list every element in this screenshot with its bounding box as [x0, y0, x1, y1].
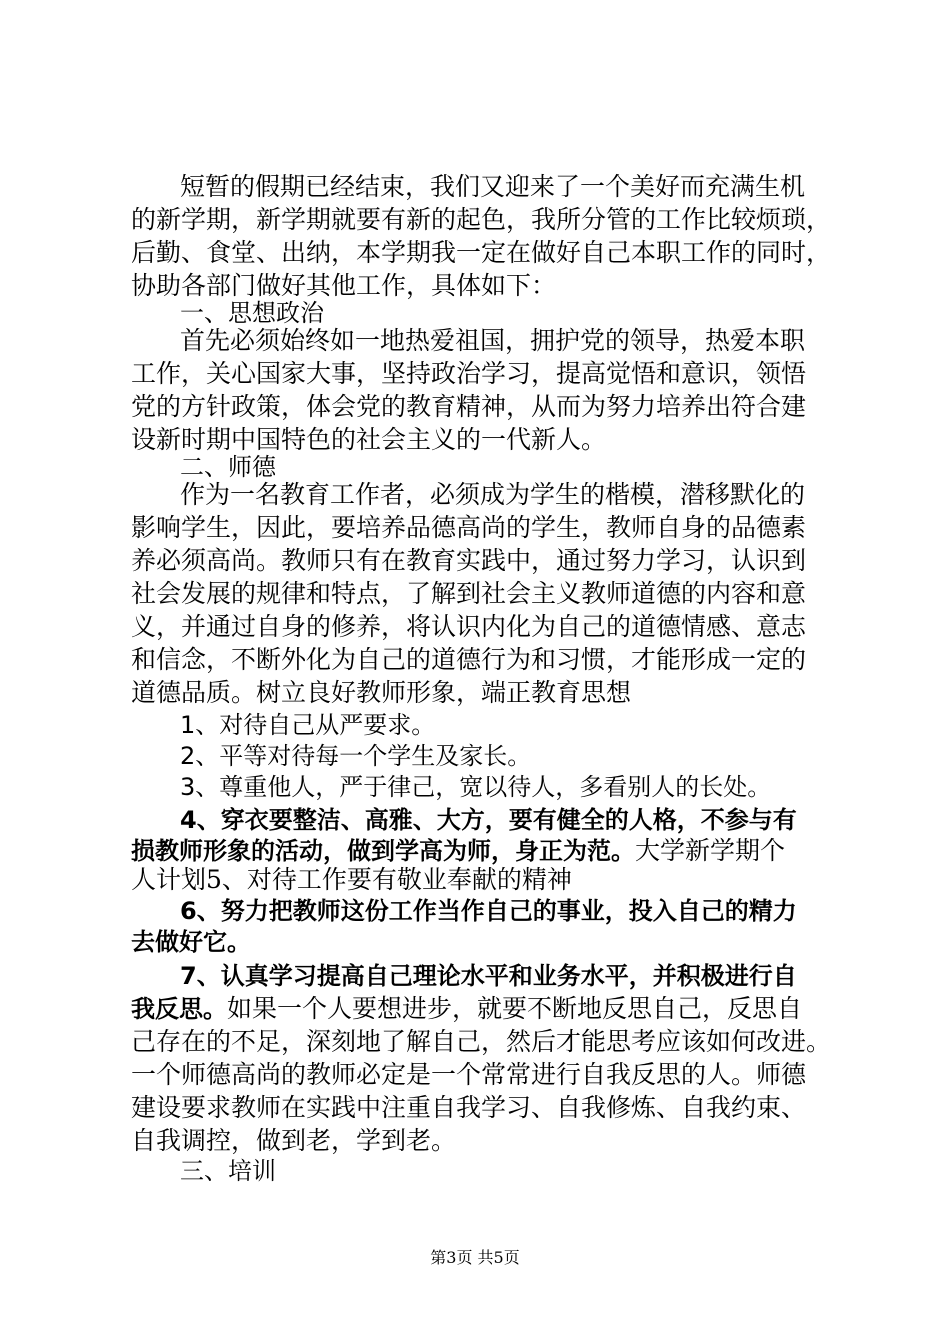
section1-line-2: 工作，关心国家大事，坚持政治学习，提高觉悟和意识，领悟	[131, 359, 807, 388]
section-heading-ethics: 二、师德	[180, 453, 276, 481]
section2-line-2: 影响学生，因此，要培养品德高尚的学生，教师自身的品德素	[131, 513, 807, 542]
list-item-7-line-5: 建设要求教师在实践中注重自我学习、自我修炼、自我约束、	[131, 1093, 807, 1122]
section2-line-4: 社会发展的规律和特点，了解到社会主义教师道德的内容和意	[131, 579, 807, 608]
list-item-4-line-2-normal: 大学新学期个	[635, 836, 786, 865]
list-item-4-line-2-bold: 损教师形象的活动，做到学高为师，身正为范。	[131, 837, 635, 865]
intro-line-3: 后勤、食堂、出纳，本学期我一定在做好自己本职工作的同时，	[131, 238, 832, 267]
list-item-4-line-1: 4、穿衣要整洁、高雅、大方，要有健全的人格，不参与有	[180, 806, 797, 834]
list-item-7-line-2-bold: 我反思。	[131, 995, 227, 1023]
section1-line-3: 党的方针政策，体会党的教育精神，从而为努力培养出符合建	[131, 392, 807, 421]
list-item-2: 2、平等对待每一个学生及家长。	[180, 742, 532, 770]
section-heading-training: 三、培训	[180, 1157, 276, 1185]
page-number-footer: 第3页 共5页	[430, 1248, 520, 1267]
list-item-7-line-2	[131, 994, 802, 1024]
list-item-7-line-3: 己存在的不足，深刻地了解自己，然后才能思考应该如何改进。	[131, 1027, 832, 1056]
list-item-7-line-2-normal: 如果一个人要想进步，就要不断地反思自己，反思自	[227, 994, 803, 1023]
list-item-4-line-3: 人计划5、对待工作要有敬业奉献的精神	[131, 865, 572, 894]
intro-line-2: 的新学期，新学期就要有新的起色，我所分管的工作比较烦琐，	[131, 205, 832, 234]
section2-line-7: 道德品质。树立良好教师形象，端正教育思想	[131, 678, 632, 707]
intro-line-1: 短暂的假期已经结束，我们又迎来了一个美好而充满生机	[180, 172, 806, 201]
section1-line-4: 设新时期中国特色的社会主义的一代新人。	[131, 425, 607, 454]
section2-line-6: 和信念，不断外化为自己的道德行为和习惯，才能形成一定的	[131, 645, 807, 674]
list-item-7-line-4: 一个师德高尚的教师必定是一个常常进行自我反思的人。师德	[131, 1060, 807, 1089]
intro-line-4: 协助各部门做好其他工作，具体如下：	[131, 271, 557, 300]
list-item-7-line-6: 自我调控，做到老，学到老。	[131, 1126, 457, 1155]
section2-line-1: 作为一名教育工作者，必须成为学生的楷模，潜移默化的	[180, 480, 806, 509]
list-item-4-line-2	[131, 836, 785, 866]
list-item-3: 3、尊重他人，严于律己，宽以待人，多看别人的长处。	[180, 773, 772, 801]
section1-line-1: 首先必须始终如一地热爱祖国，拥护党的领导，热爱本职	[180, 326, 806, 355]
list-item-1: 1、对待自己从严要求。	[180, 711, 436, 739]
section2-line-5: 义，并通过自身的修养，将认识内化为自己的道德情感、意志	[131, 612, 807, 641]
section2-line-3: 养必须高尚。教师只有在教育实践中，通过努力学习，认识到	[131, 546, 807, 575]
section-heading-politics: 一、思想政治	[180, 299, 324, 327]
list-item-7-line-1: 7、认真学习提高自己理论水平和业务水平，并积极进行自	[180, 962, 797, 990]
list-item-6-line-2: 去做好它。	[131, 928, 251, 956]
list-item-6-line-1: 6、努力把教师这份工作当作自己的事业，投入自己的精力	[180, 897, 797, 925]
